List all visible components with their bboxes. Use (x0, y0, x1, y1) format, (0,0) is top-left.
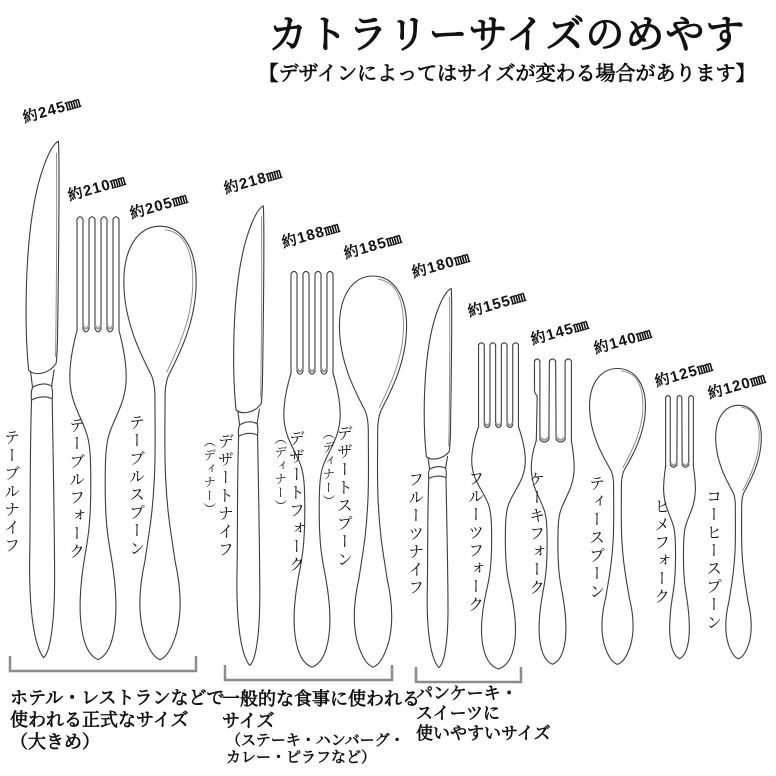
item-name: フルーツナイフ (405, 471, 423, 597)
item-name: テーブルナイフ (1, 429, 19, 555)
item-label-table-spoon (126, 414, 144, 558)
page-title: カトラリーサイズのめやす (268, 14, 746, 57)
group-note-subline: カレー・ピラフなど） (226, 749, 377, 766)
group-note-line: 使われる正式なサイズ (10, 710, 189, 730)
item-name: デザートフォーク (286, 430, 304, 574)
size-label-tea-spoon: 約140㎜ (591, 324, 655, 358)
group-note-sweets (416, 684, 551, 744)
size-label-fruit-fork: 約155㎜ (465, 287, 529, 321)
item-label-dessert-spoon (320, 425, 351, 569)
group-note-general (222, 688, 420, 766)
size-label-dessert-knife: 約218㎜ (221, 164, 285, 198)
item-name: ケーキフォーク (526, 471, 544, 597)
item-name: ヒメフォーク (651, 498, 669, 606)
item-name: コーヒースプーン (703, 488, 721, 632)
item-note: （ディナー） (320, 427, 335, 508)
size-label-fruit-knife: 約180㎜ (409, 248, 473, 282)
size-label-dessert-fork: 約188㎜ (279, 218, 343, 252)
size-label-dessert-spoon: 約185㎜ (341, 229, 405, 263)
item-name: デザートスプーン (334, 425, 352, 569)
item-label-dessert-knife (201, 433, 232, 559)
item-name: テーブルフォーク (66, 417, 84, 561)
item-label-tea-spoon (586, 475, 604, 601)
group-note-line: 使いやすいサイズ (416, 724, 551, 743)
coffee-spoon-illustration (716, 405, 762, 659)
item-label-cake-fork (526, 471, 544, 597)
group-note-formal (10, 687, 225, 753)
item-label-fruit-knife (405, 471, 423, 597)
item-name: デザートナイフ (215, 433, 233, 559)
dessert-knife-illustration (234, 206, 264, 666)
size-label-hime-fork: 約125㎜ (652, 357, 716, 391)
size-label-table-fork: 約210㎜ (65, 171, 129, 205)
item-note: （ディナー） (272, 432, 287, 513)
item-note: （ディナー） (201, 435, 216, 516)
size-label-table-spoon: 約205㎜ (127, 189, 191, 223)
item-label-hime-fork (651, 498, 669, 606)
group-note-line: スイーツに (416, 704, 500, 723)
group-bracket-formal (10, 656, 196, 671)
group-bracket-general (225, 665, 392, 680)
size-label-coffee-spoon: 約120㎜ (705, 369, 769, 403)
page-subtitle: 【デザインによってはサイズが変わる場合があります】 (258, 63, 756, 85)
item-label-table-knife (1, 429, 19, 555)
group-note-line: 一般的な食事に使われる (222, 689, 420, 709)
item-name: ティースプーン (586, 475, 604, 601)
item-label-dessert-fork (272, 430, 303, 574)
item-label-table-fork (66, 417, 84, 561)
table-knife-illustration (26, 141, 59, 657)
group-note-line: パンケーキ・ (416, 684, 518, 703)
item-label-coffee-spoon (703, 488, 721, 632)
size-label-table-knife: 約245㎜ (20, 93, 84, 127)
item-name: フルーツフォーク (465, 470, 483, 614)
item-label-fruit-fork (465, 470, 483, 614)
fruit-knife-illustration (424, 288, 451, 667)
group-bracket-sweets (416, 667, 521, 682)
item-name: テーブルスプーン (126, 414, 144, 558)
group-note-line: （大きめ） (10, 732, 100, 752)
group-note-subline: （ステーキ・ハンバーグ・ (226, 732, 405, 749)
group-note-line: ホテル・レストランなどで (10, 688, 225, 708)
size-label-cake-fork: 約145㎜ (528, 315, 592, 349)
group-note-line: サイズ (222, 711, 275, 731)
